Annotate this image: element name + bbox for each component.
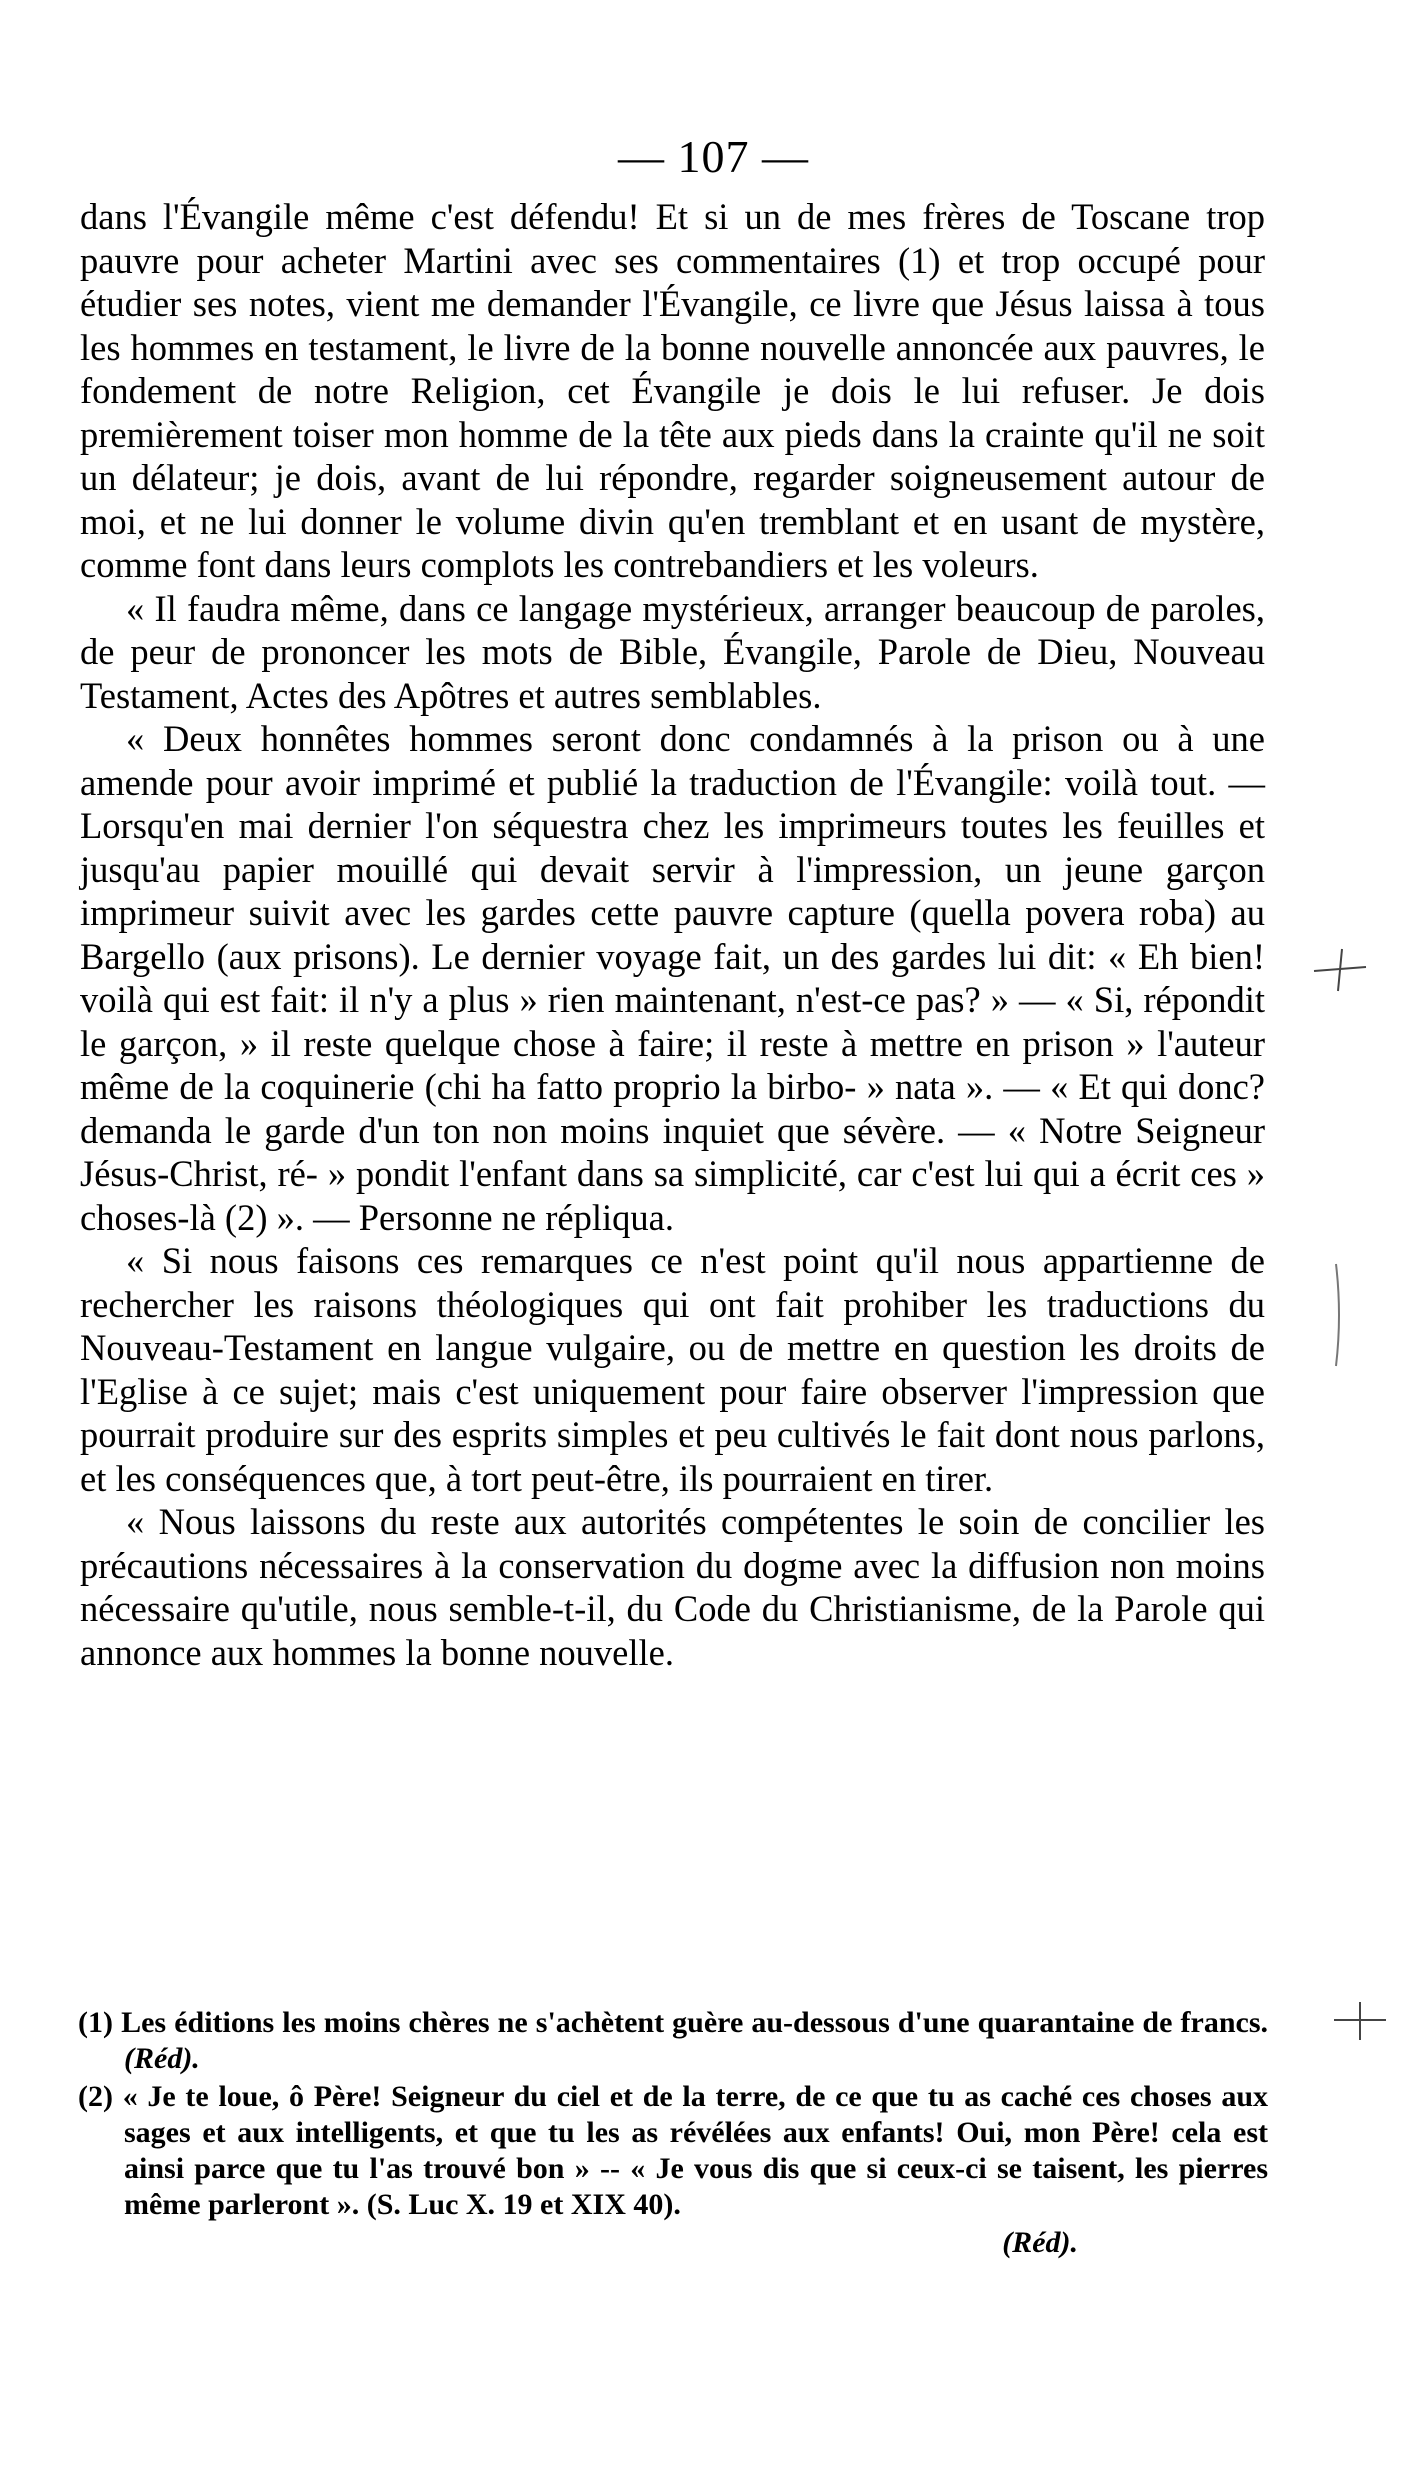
paragraph: « Si nous faisons ces remarques ce n'est point qu'il nous appartienne de rechercher les raisons théologiques qui ont fait prohiber les traductions du Nouveau-Testament en langue vulgaire, ou de mettre en question les droits de l'Eglise à ce sujet; mais c'est uniquement pour faire observer l'impression que pourrait produire sur des esprits simples et peu cultivés le fait dont nous parlons, et les conséquences que, à tort peut-être, ils pourraient en tirer. xyxy=(80,1240,1265,1499)
margin-bracket-mark xyxy=(1330,1260,1350,1370)
footnote-text: Les éditions les moins chères ne s'achètent guère au-dessous d'une quarantaine de francs. xyxy=(121,2006,1269,2039)
margin-cross-mark xyxy=(1310,945,1370,995)
paragraph: « Il faudra même, dans ce langage mystérieux, arranger beaucoup de paroles, de peur de prononcer les mots de Bible, Évangile, Parole de Dieu, Nouveau Testament, Actes des Apôtres et autres semblables. xyxy=(80,587,1265,716)
footnote-marker: (1) xyxy=(78,2006,113,2039)
paragraph: « Nous laissons du reste aux autorités compétentes le soin de concilier les précautions nécessaires à la conservation du dogme avec la diffusion non moins nécessaire qu'utile, nous semble-t-il, du Code du Christianisme, de la Parole qui annonce aux hommes la bonne nouvelle. xyxy=(80,1501,1265,1673)
margin-cross-mark xyxy=(1330,1998,1390,2044)
paragraph: dans l'Évangile même c'est défendu! Et si un de mes frères de Toscane trop pauvre pour acheter Martini avec ses commentaires (1) et trop occupé pour étudier ses notes, vient me demander l'Évangile, ce livre que Jésus laissa à tous les hommes en testament, le livre de la bonne nouvelle annoncée aux pauvres, le fondement de notre Religion, cet Évangile je dois le lui refuser. Je dois premièrement toiser mon homme de la tête aux pieds dans la crainte qu'il ne soit un délateur; je dois, avant de lui répondre, regarder soigneusement autour de moi, et ne lui donner le volume divin qu'en tremblant et en usant de mystère, comme font dans leurs complots les contrebandiers et les voleurs. xyxy=(80,196,1265,585)
main-text xyxy=(80,195,1265,1674)
footnote-marker: (2) xyxy=(78,2080,113,2113)
footnotes xyxy=(78,2005,1268,2261)
paragraph: « Deux honnêtes hommes seront donc condamnés à la prison ou à une amende pour avoir imprimé et publié la traduction de l'Évangile: voilà tout. — Lorsqu'en mai dernier l'on séquestra chez les imprimeurs toutes les feuilles et jusqu'au papier mouillé qui devait servir à l'impression, un jeune garçon imprimeur suivit avec les gardes cette pauvre capture (quella povera roba) au Bargello (aux prisons). Le dernier voyage fait, un des gardes lui dit: « Eh bien! voilà qui est fait: il n'y a plus » rien maintenant, n'est-ce pas? » — « Si, répondit le garçon, » il reste quelque chose à faire; il reste à mettre en prison » l'auteur même de la coquinerie (chi ha fatto proprio la birbo- » nata ». — « Et qui donc? demanda le garde d'un ton non moins inquiet que sévère. — « Notre Seigneur Jésus-Christ, ré- » pondit l'enfant dans sa simplicité, car c'est lui qui a écrit ces » choses-là (2) ». — Personne ne répliqua. xyxy=(80,718,1265,1238)
footnote xyxy=(78,2005,1268,2077)
footnote-signature: (Réd). xyxy=(124,2042,200,2075)
footnote xyxy=(78,2079,1268,2223)
page-number: — 107 — xyxy=(618,131,809,182)
footnote-text: « Je te loue, ô Père! Seigneur du ciel et de la terre, de ce que tu as caché ces choses aux sages et aux intelligents, et que tu les as révélées aux enfants! Oui, mon Père! cela est ainsi parce que tu l'as trouvé bon » -- « Je vous dis que si ceux-ci se taisent, les pierres même parleront ». (S. Luc X. 19 et XIX 40). xyxy=(122,2080,1268,2221)
footnote-signature: (Réd). xyxy=(1002,2226,1078,2259)
